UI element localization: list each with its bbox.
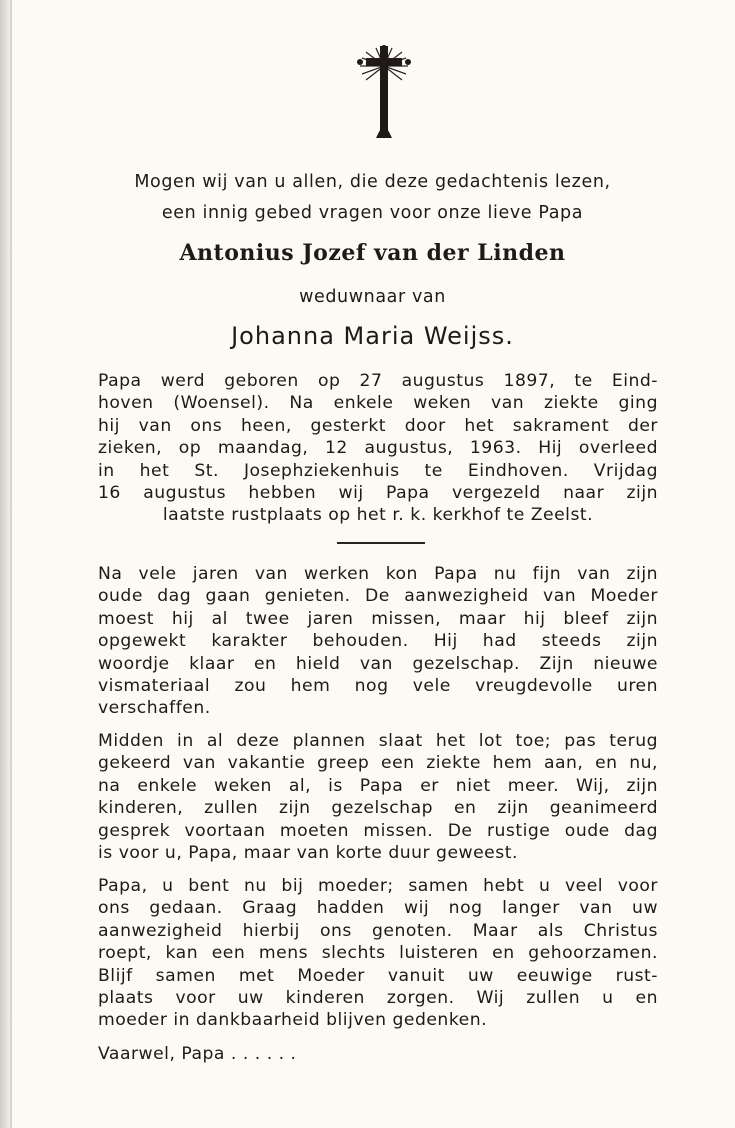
memories-line: na enkele weken al, is Papa er niet meer. Wij, zijn [98, 775, 658, 796]
memories-line: aanwezigheid hierbij ons genoten. Maar als Christus [98, 920, 658, 941]
biography-line: hij van ons heen, gesterkt door het sakrament der [98, 415, 658, 436]
memories-line: gesprek voortaan moeten missen. De rustige oude dag [98, 820, 658, 841]
deceased-name: Antonius Jozef van der Linden [179, 240, 566, 266]
memories-line: woordje klaar en hield van gezelschap. Zijn nieuwe [98, 653, 658, 674]
memorial-card [10, 0, 735, 1128]
memories-line: Papa, u bent nu bij moeder; samen hebt u veel voor [98, 876, 658, 896]
biography-line: in het St. Josephziekenhuis te Eindhoven. Vrijdag [98, 460, 658, 481]
spouse-name: Johanna Maria Weijss. [231, 322, 514, 350]
memories-line: oude dag gaan genieten. De aanwezigheid van Moeder [98, 586, 658, 607]
card-left-edge [0, 0, 10, 1128]
memories-line: gekeerd van vakantie greep een ziekte hem aan, en nu, [98, 753, 658, 774]
memories-line: verschaffen. [98, 698, 211, 719]
farewell-text: Vaarwel, Papa . . . . . . [98, 1044, 297, 1064]
biography-line: 16 augustus hebben wij Papa vergezeld naar zijn [98, 483, 658, 504]
memories-line: is voor u, Papa, maar van korte duur geweest. [98, 843, 518, 864]
memories-line: Na vele jaren van werken kon Papa nu fijn van zijn [98, 564, 658, 584]
biography-line: zieken, op maandag, 12 augustus, 1963. Hij overleed [98, 438, 658, 459]
memories-line: plaats voor uw kinderen zorgen. Wij zullen u en [98, 988, 658, 1009]
widow-label: weduwnaar van [299, 287, 446, 307]
memories-paragraph-3 [98, 875, 658, 1032]
memories-line: kinderen, zullen zijn gezelschap en zijn geanimeerd [98, 798, 658, 819]
memories-paragraph-1 [98, 563, 658, 720]
memories-paragraph-2 [98, 730, 658, 864]
memories-line: ons gedaan. Graag hadden wij nog langer van uw [98, 898, 658, 919]
memories-line: moest hij al twee jaren missen, maar hij bleef zijn [98, 608, 658, 629]
memories-line: Blijf samen met Moeder vanuit uw eeuwige rust- [98, 965, 658, 986]
memories-line: vismateriaal zou hem nog vele vreugdevolle uren [98, 676, 658, 697]
memories-line: opgewekt karakter behouden. Hij had steeds zijn [98, 631, 658, 652]
memories-line: moeder in dankbaarheid blijven gedenken. [98, 1010, 488, 1031]
biography-paragraph [98, 370, 658, 527]
divider [337, 542, 425, 544]
farewell-line [98, 1043, 658, 1065]
intro-line-1: Mogen wij van u allen, die deze gedachtenis lezen, [134, 172, 611, 192]
intro-line-2: een innig gebed vragen voor onze lieve Papa [161, 203, 584, 223]
memories-line: Midden in al deze plannen slaat het lot toe; pas terug [98, 731, 658, 751]
biography-line: Papa werd geboren op 27 augustus 1897, te Eind- [98, 371, 658, 391]
biography-line: laatste rustplaats op het r. k. kerkhof te Zeelst. [162, 505, 594, 526]
biography-line: hoven (Woensel). Na enkele weken van ziekte ging [98, 393, 658, 414]
memories-line: roept, kan een mens slechts luisteren en gehoorzamen. [98, 943, 658, 964]
cross-with-rays-icon [352, 44, 416, 144]
